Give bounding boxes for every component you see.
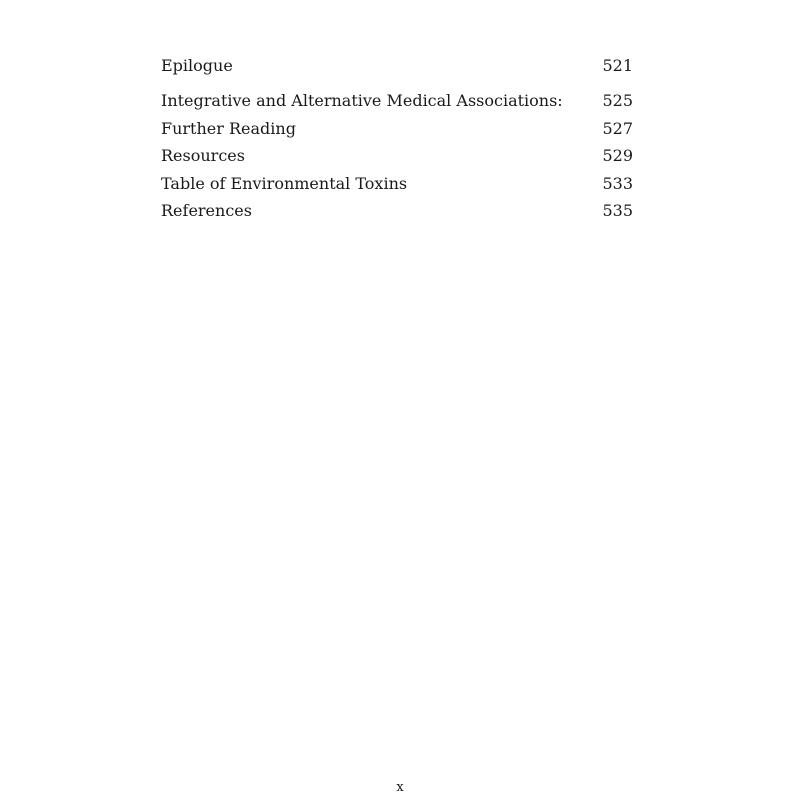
toc-entry-page: 535 <box>602 200 633 220</box>
toc-entry-title: Resources <box>161 146 245 166</box>
page-number: x <box>396 780 404 795</box>
toc-entry-page: 529 <box>602 146 633 166</box>
toc-entry-page: 527 <box>602 118 633 138</box>
toc-entry-references <box>161 197 633 224</box>
toc-entry-page: 521 <box>602 56 633 75</box>
toc-entry-medical-associations <box>161 87 633 114</box>
toc-entry-title: References <box>161 200 252 220</box>
toc-entry-environmental-toxins <box>161 170 633 197</box>
toc-entry-further-reading <box>161 115 633 142</box>
toc-entry-title: Integrative and Alternative Medical Associations: <box>161 91 563 111</box>
toc-entry-page: 533 <box>602 173 633 193</box>
toc-entry-epilogue <box>161 52 633 79</box>
toc-entry-title: Epilogue <box>161 56 233 75</box>
toc-entry-title: Table of Environmental Toxins <box>161 173 408 193</box>
toc-entry-page: 525 <box>602 91 633 111</box>
toc-entry-title: Further Reading <box>161 118 296 138</box>
table-of-contents <box>161 52 633 224</box>
toc-entry-resources <box>161 142 633 169</box>
